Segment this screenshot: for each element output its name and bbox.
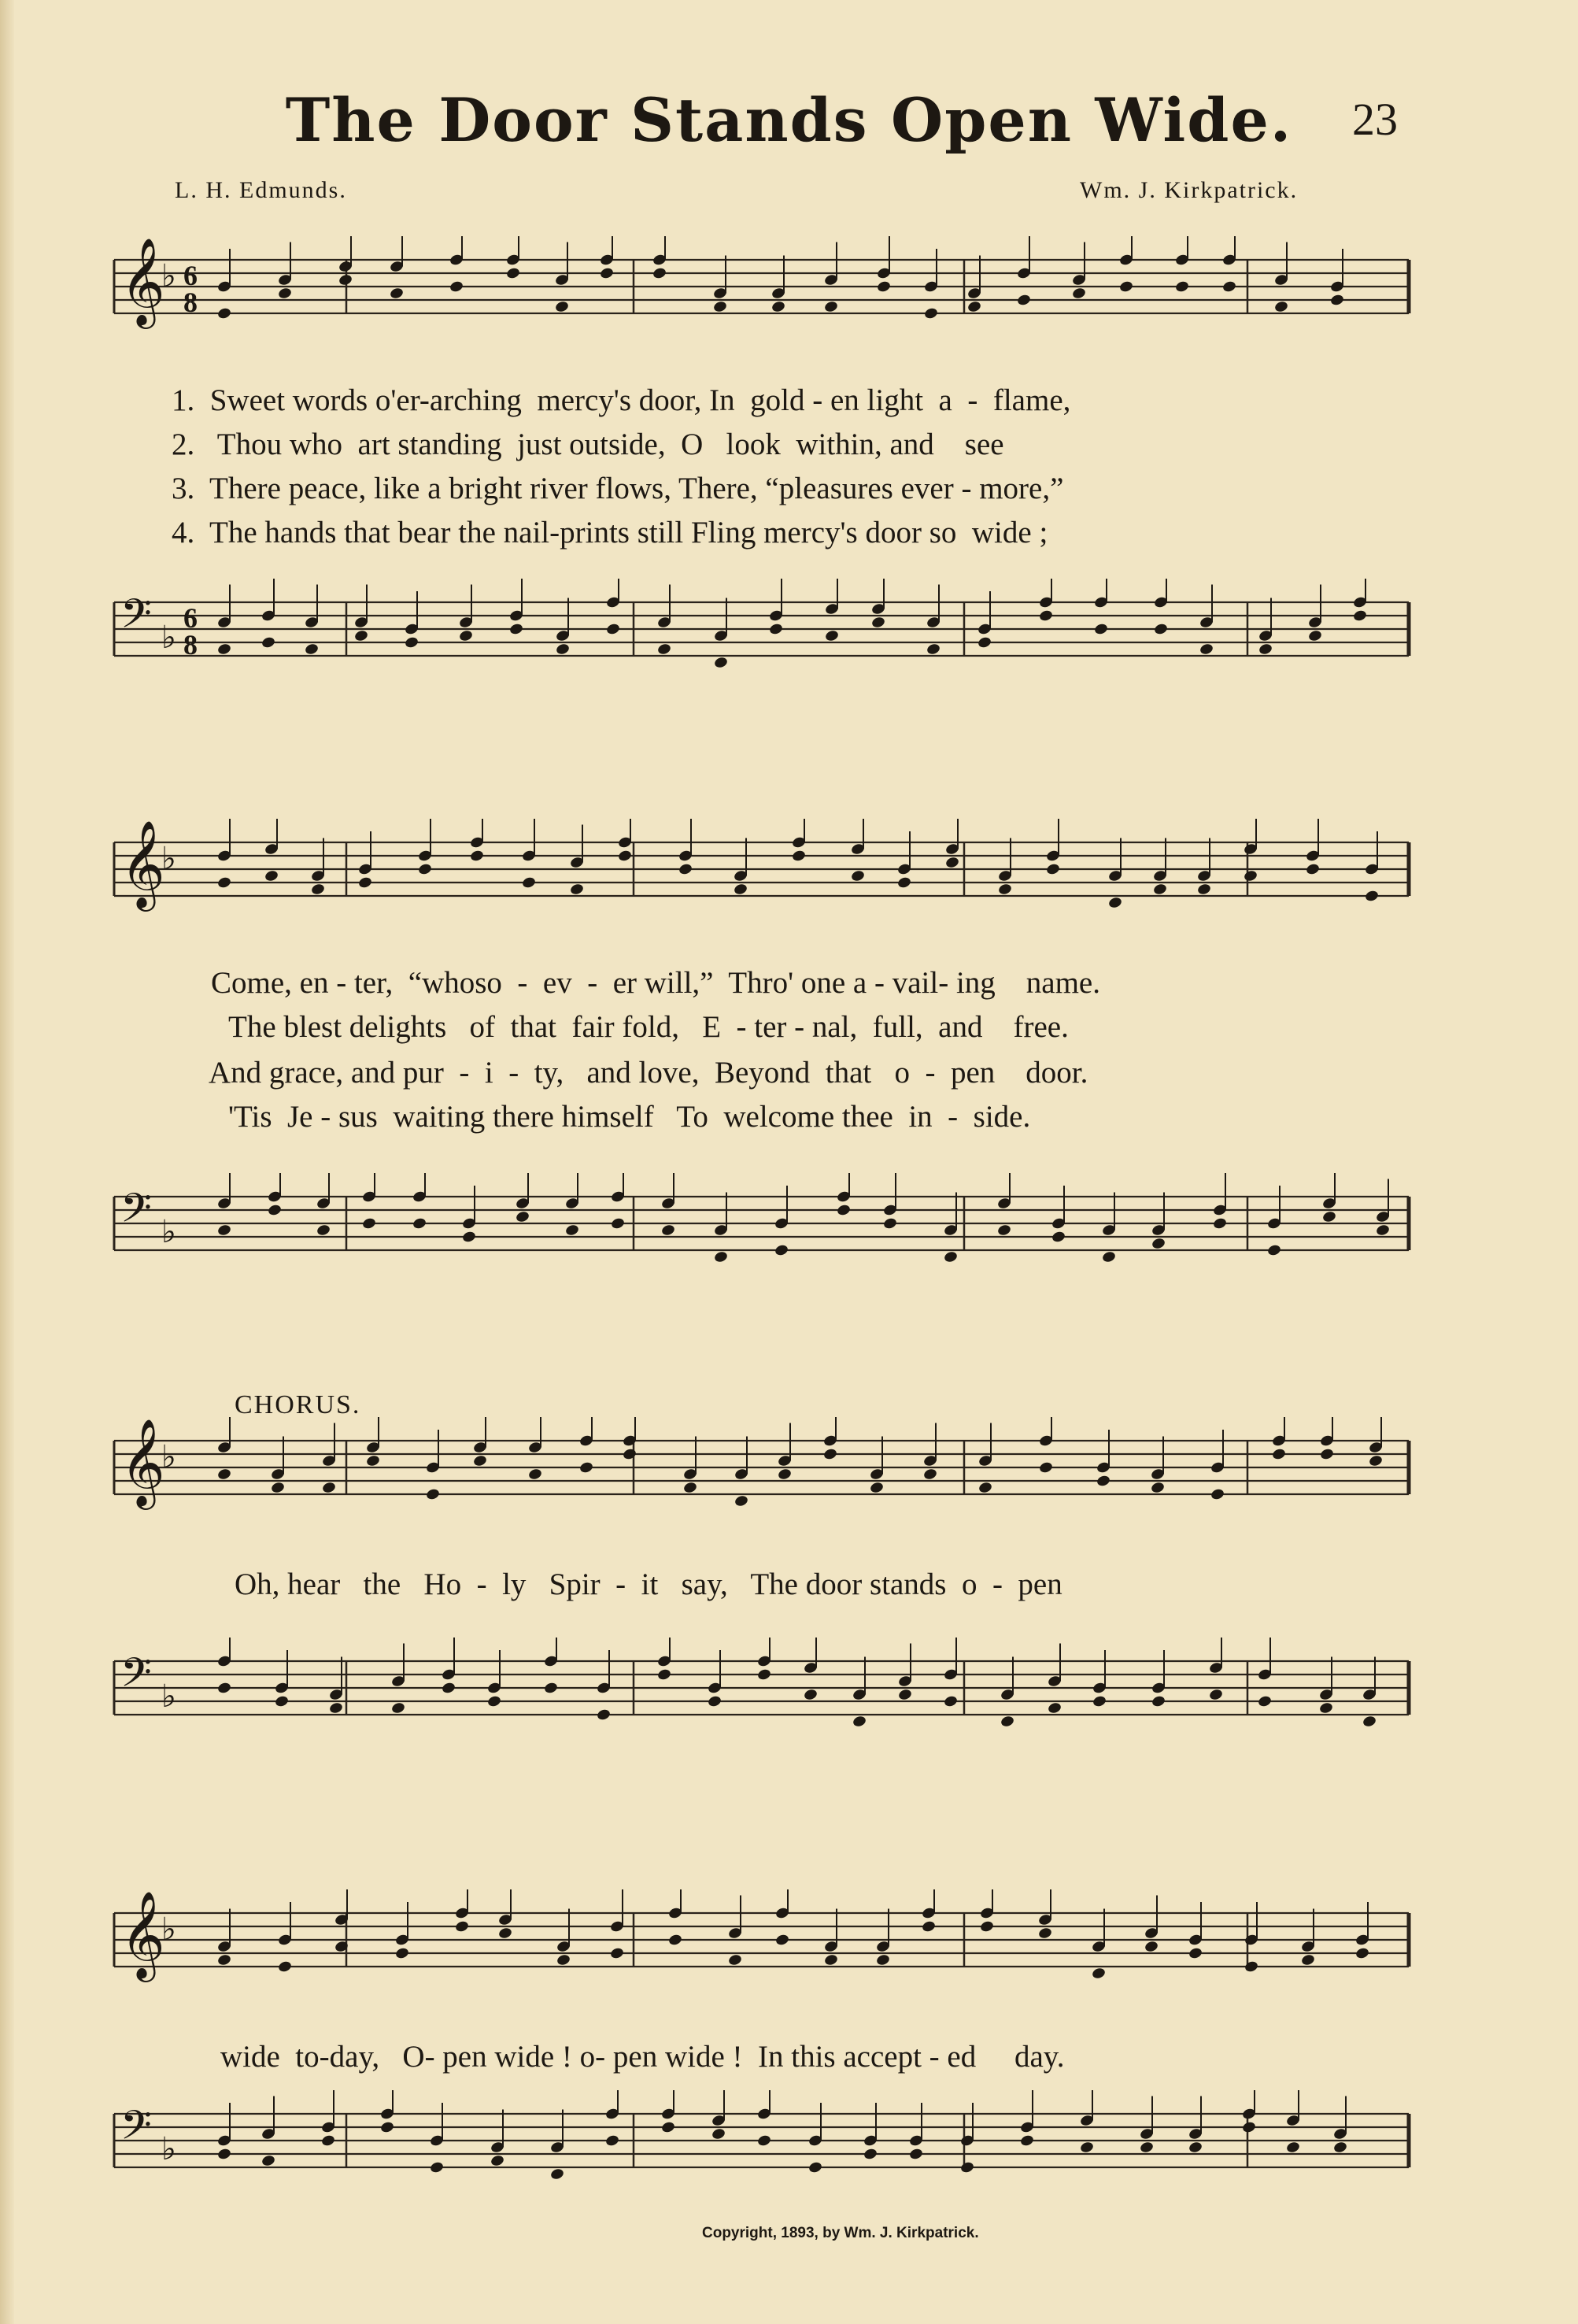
- svg-text:6: 6: [183, 260, 198, 291]
- verse-4-line-a: 4. The hands that bear the nail-prints still Fling mercy's door so wide ;: [172, 516, 1048, 550]
- svg-text:♭: ♭: [161, 2131, 176, 2167]
- page-number: 23: [1352, 94, 1398, 145]
- svg-text:♭: ♭: [161, 1678, 176, 1715]
- svg-text:6: 6: [183, 602, 198, 634]
- svg-text:♭: ♭: [161, 1911, 176, 1948]
- svg-text:𝄢: 𝄢: [120, 2101, 152, 2159]
- svg-text:♭: ♭: [161, 1214, 176, 1250]
- composer-credit: Wm. J. Kirkpatrick.: [1080, 177, 1299, 203]
- svg-text:♭: ♭: [161, 1439, 176, 1475]
- svg-text:♭: ♭: [161, 258, 176, 294]
- svg-text:𝄞: 𝄞: [120, 820, 165, 908]
- svg-text:8: 8: [183, 629, 198, 661]
- verse-3-line-a: 3. There peace, like a bright river flows, There, “pleasures ever - more,”: [172, 472, 1064, 505]
- hymn-title: The Door Stands Open Wide.: [285, 85, 1293, 155]
- svg-text:𝄢: 𝄢: [120, 1184, 152, 1242]
- svg-text:𝄞: 𝄞: [120, 1418, 165, 1506]
- svg-text:♭: ♭: [161, 841, 176, 877]
- svg-text:𝄢: 𝄢: [120, 590, 152, 647]
- bass-staff-chorus-2: [0, 2090, 1578, 2240]
- verse-4-line-b: 'Tis Je - sus waiting there himself To welcome thee in - side.: [228, 1100, 1031, 1134]
- chorus-label: CHORUS.: [235, 1390, 361, 1419]
- treble-staff-chorus-1: [0, 1417, 1578, 1567]
- bass-staff-system-1: [0, 579, 1578, 728]
- verse-1-line-a: 1. Sweet words o'er-arching mercy's door, In gold - en light a - flame,: [172, 383, 1071, 417]
- bass-staff-chorus-1: [0, 1638, 1578, 1787]
- treble-staff-system-2: [0, 819, 1578, 968]
- chorus-line-1: Oh, hear the Ho - ly Spir - it say, The door stands o - pen: [235, 1567, 1062, 1601]
- lyricist-credit: L. H. Edmunds.: [175, 177, 347, 203]
- svg-text:𝄢: 𝄢: [120, 1649, 152, 1706]
- svg-text:♭: ♭: [161, 620, 176, 656]
- verse-2-line-b: The blest delights of that fair fold, E - ter - nal, full, and free.: [228, 1010, 1069, 1044]
- bass-staff-system-2: [0, 1173, 1578, 1323]
- treble-staff-chorus-2: [0, 1889, 1578, 2039]
- treble-staff-system-1: [0, 236, 1578, 386]
- verse-3-line-b: And grace, and pur - i - ty, and love, Beyond that o - pen door.: [209, 1056, 1088, 1090]
- verse-1-line-b: Come, en - ter, “whoso - ev - er will,” Thro' one a - vail- ing name.: [211, 966, 1100, 1000]
- svg-text:𝄞: 𝄞: [120, 237, 165, 325]
- copyright-notice: Copyright, 1893, by Wm. J. Kirkpatrick.: [702, 2225, 979, 2241]
- verse-2-line-a: 2. Thou who art standing just outside, O look within, and see: [172, 427, 1004, 461]
- chorus-line-2: wide to-day, O- pen wide ! o- pen wide ! In this accept - ed day.: [220, 2040, 1065, 2074]
- svg-text:8: 8: [183, 287, 198, 318]
- svg-text:𝄞: 𝄞: [120, 1890, 165, 1978]
